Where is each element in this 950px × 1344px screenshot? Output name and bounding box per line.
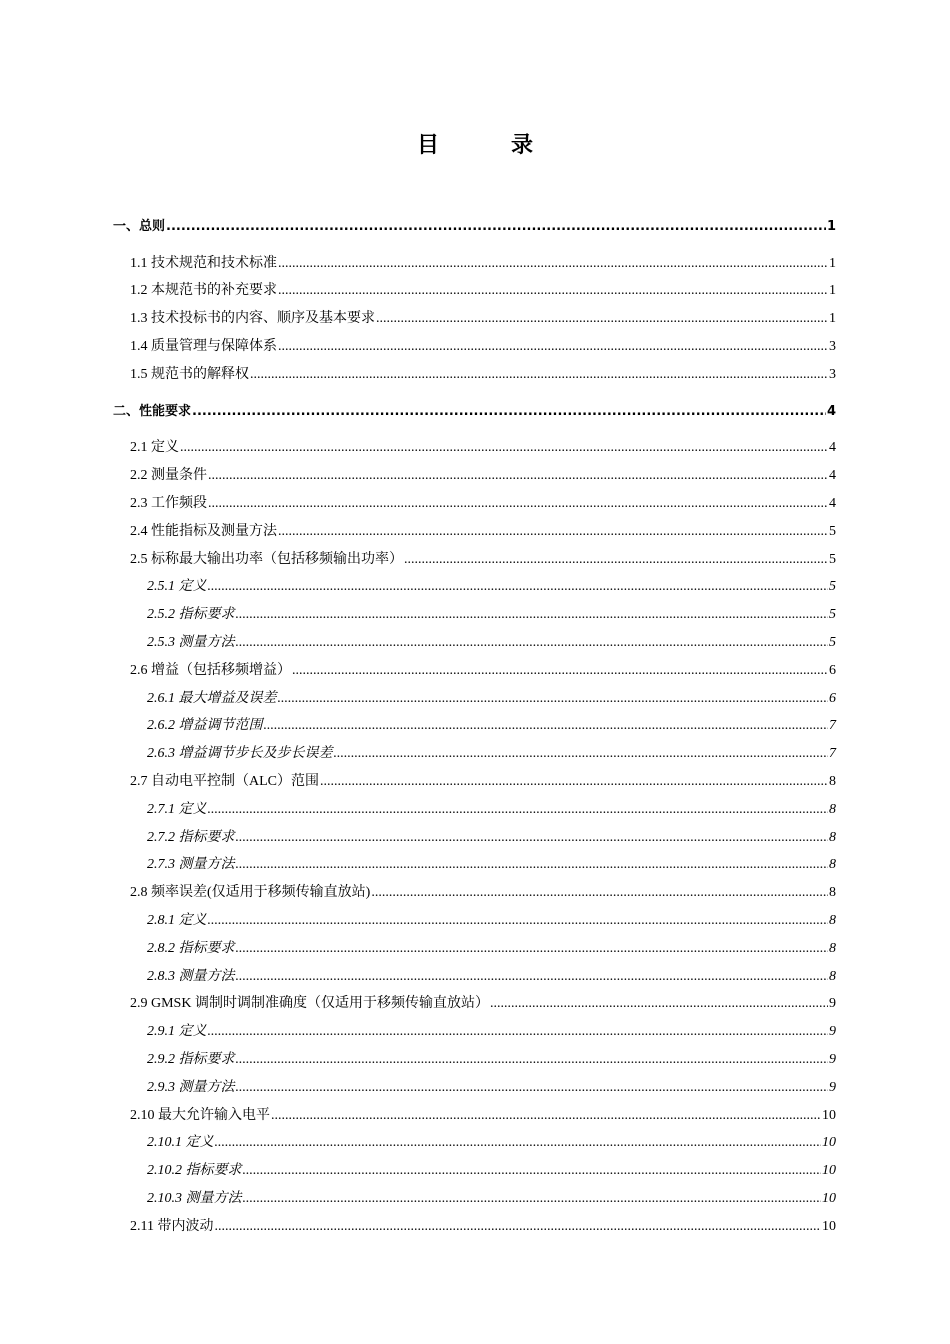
toc-entry-label: 2.6.3 增益调节步长及步长误差 (147, 746, 333, 762)
toc-entry-label: 2.3 工作频段 (130, 495, 207, 511)
toc-dot-leader (371, 884, 828, 902)
toc-entry-page-number: 7 (829, 718, 836, 734)
toc-entry-label: 2.5.2 指标要求 (147, 607, 235, 623)
toc-dot-leader (192, 403, 826, 421)
toc-dot-leader (236, 940, 829, 958)
toc-entry-label: 2.8.2 指标要求 (147, 940, 235, 956)
toc-entry[interactable] (113, 208, 836, 236)
toc-dot-leader (278, 690, 829, 708)
toc-entry-page-number: 9 (829, 1051, 836, 1067)
toc-entry-label: 二、性能要求 (113, 403, 192, 419)
toc-entry[interactable] (113, 569, 836, 597)
toc-dot-leader (243, 1162, 822, 1180)
toc-dot-leader (180, 439, 828, 457)
toc-entry[interactable] (113, 457, 836, 485)
toc-dot-leader (271, 1107, 821, 1125)
toc-dot-leader (490, 995, 828, 1013)
toc-entry[interactable] (113, 245, 836, 273)
toc-entry-page-number: 4 (829, 495, 836, 511)
toc-entry[interactable] (113, 1069, 836, 1097)
toc-dot-leader (236, 856, 829, 874)
toc-entry-label: 2.8.1 定义 (147, 912, 207, 928)
toc-entry[interactable] (113, 1041, 836, 1069)
toc-entry-page-number: 1 (829, 283, 836, 299)
toc-dot-leader (292, 662, 828, 680)
toc-dot-leader (236, 829, 829, 847)
toc-entry-page-number: 3 (829, 338, 836, 354)
toc-entry[interactable] (113, 819, 836, 847)
toc-entry[interactable] (113, 1152, 836, 1180)
toc-entry-label: 2.2 测量条件 (130, 468, 207, 484)
toc-entry[interactable] (113, 624, 836, 652)
toc-entry[interactable] (113, 986, 836, 1014)
toc-entry-label: 2.1 定义 (130, 440, 179, 456)
toc-dot-leader (264, 717, 829, 735)
toc-entry-label: 2.8.3 测量方法 (147, 968, 235, 984)
toc-entry[interactable] (113, 958, 836, 986)
toc-entry-page-number: 8 (829, 885, 836, 901)
toc-entry[interactable] (113, 930, 836, 958)
toc-entry[interactable] (113, 300, 836, 328)
toc-entry-label: 2.9.2 指标要求 (147, 1051, 235, 1067)
toc-entry-label: 2.10.3 测量方法 (147, 1190, 242, 1206)
toc-entry-label: 2.5.3 测量方法 (147, 634, 235, 650)
toc-entry-page-number: 8 (829, 968, 836, 984)
toc-entry-label: 2.10.1 定义 (147, 1135, 214, 1151)
toc-entry-page-number: 4 (829, 440, 836, 456)
toc-entry-page-number: 5 (829, 607, 836, 623)
toc-entry[interactable] (113, 596, 836, 624)
toc-entry-label: 2.9 GMSK 调制时调制准确度（仅适用于移频传输直放站） (130, 996, 489, 1012)
toc-entry-label: 2.5.1 定义 (147, 579, 207, 595)
toc-dot-leader (208, 1023, 829, 1041)
toc-dot-leader (236, 1051, 829, 1069)
toc-dot-leader (236, 634, 829, 652)
toc-entry[interactable] (113, 273, 836, 301)
toc-dot-leader (243, 1190, 822, 1208)
toc-entry-label: 2.9.3 测量方法 (147, 1079, 235, 1095)
toc-entry-page-number: 8 (829, 829, 836, 845)
toc-dot-leader (320, 773, 828, 791)
toc-entry-label: 2.7.3 测量方法 (147, 857, 235, 873)
toc-entry-label: 1.2 本规范书的补充要求 (130, 283, 277, 299)
toc-entry-label: 2.11 带内波动 (130, 1218, 214, 1234)
toc-entry[interactable] (113, 328, 836, 356)
toc-entry-label: 一、总则 (113, 218, 166, 234)
toc-dot-leader (236, 968, 829, 986)
toc-entry-page-number: 8 (829, 801, 836, 817)
toc-entry-page-number: 1 (829, 255, 836, 271)
toc-dot-leader (208, 912, 829, 930)
toc-entry-page-number: 1 (829, 311, 836, 327)
toc-entry-page-number: 1 (826, 218, 836, 234)
toc-entry[interactable] (113, 902, 836, 930)
toc-dot-leader (208, 578, 829, 596)
toc-entry-page-number: 5 (829, 634, 836, 650)
toc-entry[interactable] (113, 1125, 836, 1153)
toc-entry-page-number: 9 (829, 1024, 836, 1040)
toc-entry[interactable] (113, 356, 836, 384)
toc-entry-page-number: 10 (822, 1135, 836, 1151)
toc-entry-label: 2.7 自动电平控制（ALC）范围 (130, 773, 319, 789)
toc-entry[interactable] (113, 541, 836, 569)
toc-entry-page-number: 6 (829, 690, 836, 706)
toc-entry-label: 2.4 性能指标及测量方法 (130, 523, 277, 539)
toc-entry[interactable] (113, 393, 836, 421)
toc-entry-page-number: 9 (829, 1079, 836, 1095)
toc-entry[interactable] (113, 430, 836, 458)
toc-entry-page-number: 8 (829, 940, 836, 956)
toc-dot-leader (376, 310, 828, 328)
toc-title (0, 128, 950, 159)
table-of-contents (113, 199, 836, 1236)
toc-entry-label: 2.6.2 增益调节范围 (147, 718, 263, 734)
toc-dot-leader (236, 1079, 829, 1097)
toc-entry-label: 2.10 最大允许输入电平 (130, 1107, 270, 1123)
toc-entry[interactable] (113, 874, 836, 902)
toc-entry-label: 1.1 技术规范和技术标准 (130, 255, 277, 271)
toc-entry[interactable] (113, 485, 836, 513)
toc-dot-leader (208, 801, 829, 819)
toc-entry[interactable] (113, 1013, 836, 1041)
toc-entry-label: 2.7.2 指标要求 (147, 829, 235, 845)
toc-entry-page-number: 6 (829, 662, 836, 678)
toc-entry-label: 2.6 增益（包括移频增益） (130, 662, 291, 678)
toc-entry[interactable] (113, 1208, 836, 1236)
toc-entry-label: 2.5 标称最大输出功率（包括移频输出功率） (130, 551, 403, 567)
toc-dot-leader (404, 551, 828, 569)
toc-entry-label: 2.6.1 最大增益及误差 (147, 690, 277, 706)
toc-dot-leader (278, 255, 828, 273)
toc-entry[interactable] (113, 680, 836, 708)
toc-entry-page-number: 5 (829, 523, 836, 539)
toc-entry-page-number: 5 (829, 551, 836, 567)
toc-dot-leader (278, 523, 828, 541)
toc-dot-leader (278, 338, 828, 356)
toc-entry[interactable] (113, 513, 836, 541)
toc-entry[interactable] (113, 763, 836, 791)
toc-dot-leader (334, 745, 829, 763)
toc-entry-label: 2.7.1 定义 (147, 801, 207, 817)
toc-entry-page-number: 10 (822, 1218, 836, 1234)
toc-entry-page-number: 5 (829, 579, 836, 595)
toc-entry-page-number: 10 (822, 1163, 836, 1179)
toc-entry-page-number: 8 (829, 912, 836, 928)
toc-entry[interactable] (113, 652, 836, 680)
toc-entry[interactable] (113, 1180, 836, 1208)
toc-dot-leader (208, 467, 828, 485)
toc-entry-page-number: 7 (829, 746, 836, 762)
toc-entry[interactable] (113, 735, 836, 763)
toc-entry-label: 2.9.1 定义 (147, 1024, 207, 1040)
toc-entry-page-number: 9 (829, 996, 836, 1012)
toc-entry-page-number: 8 (829, 773, 836, 789)
toc-dot-leader (166, 218, 826, 236)
toc-entry[interactable] (113, 1097, 836, 1125)
toc-entry-label: 1.4 质量管理与保障体系 (130, 338, 277, 354)
toc-entry-page-number: 10 (822, 1190, 836, 1206)
toc-dot-leader (250, 366, 828, 384)
toc-entry-label: 1.5 规范书的解释权 (130, 366, 249, 382)
toc-entry-label: 2.10.2 指标要求 (147, 1163, 242, 1179)
toc-entry-label: 2.8 频率误差(仅适用于移频传输直放站) (130, 885, 371, 901)
toc-dot-leader (278, 282, 828, 300)
toc-entry-label: 1.3 技术投标书的内容、顺序及基本要求 (130, 311, 375, 327)
toc-title-char-1: 目 (416, 133, 439, 158)
toc-title-char-2: 录 (511, 133, 534, 158)
toc-entry-page-number: 4 (826, 403, 836, 419)
toc-dot-leader (215, 1134, 822, 1152)
toc-entry-page-number: 10 (822, 1107, 836, 1123)
toc-entry-page-number: 3 (829, 366, 836, 382)
toc-entry[interactable] (113, 847, 836, 875)
toc-entry-page-number: 8 (829, 857, 836, 873)
toc-dot-leader (208, 495, 828, 513)
toc-dot-leader (236, 606, 829, 624)
toc-entry[interactable] (113, 708, 836, 736)
toc-entry[interactable] (113, 791, 836, 819)
toc-entry-page-number: 4 (829, 468, 836, 484)
toc-dot-leader (214, 1218, 821, 1236)
